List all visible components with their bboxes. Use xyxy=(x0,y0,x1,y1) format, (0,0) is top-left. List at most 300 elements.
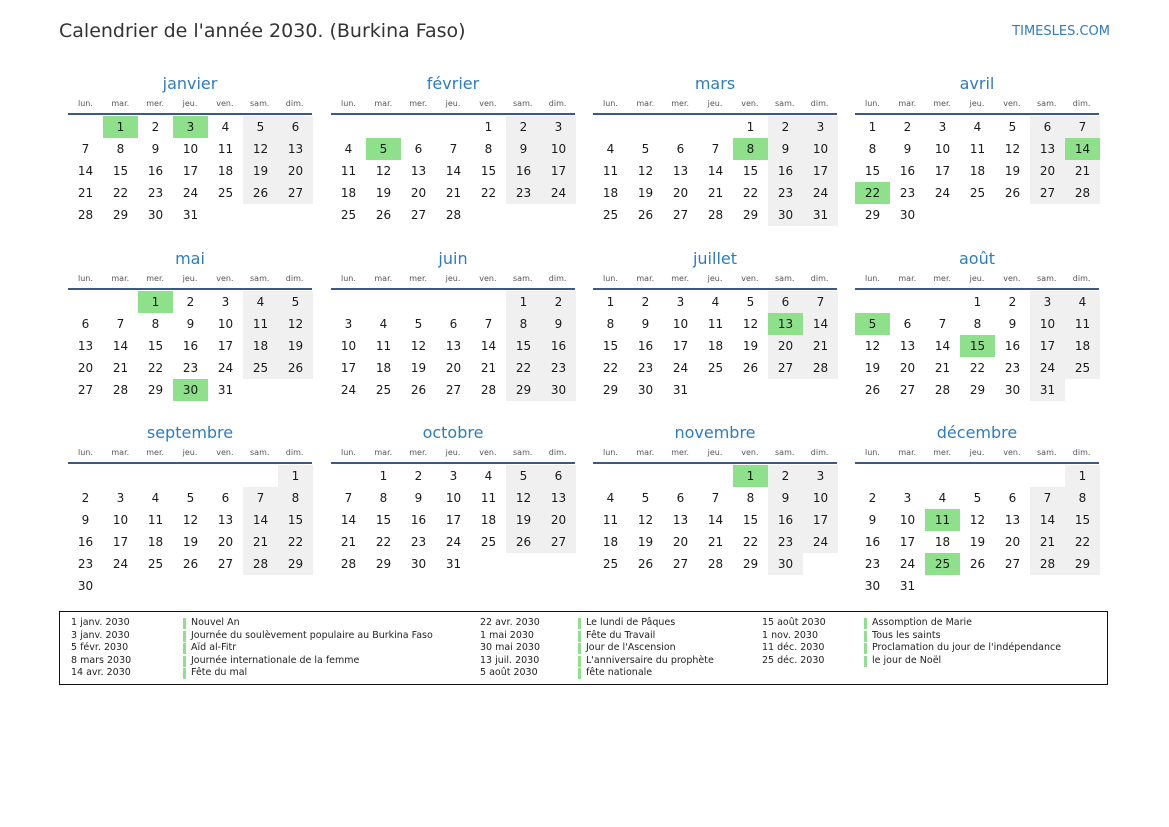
day-cell: 22 xyxy=(147,361,164,375)
day-cell: 8 xyxy=(868,142,877,156)
day-cell: 7 xyxy=(711,142,720,156)
day-cell: 14 xyxy=(77,164,94,178)
header-rule xyxy=(855,288,1099,290)
day-cell: 27 xyxy=(77,383,94,397)
day-cell: 22 xyxy=(1065,531,1100,553)
legend-holiday-name: Aïd al-Fitr xyxy=(191,642,237,653)
day-cell: 29 xyxy=(602,383,619,397)
header-rule xyxy=(331,113,575,115)
day-cell: 30 xyxy=(768,204,803,226)
day-cell: 11 xyxy=(340,164,357,178)
day-cell: 16 xyxy=(768,509,803,531)
day-cell: 1 xyxy=(868,120,877,134)
header-rule xyxy=(331,462,575,464)
day-cell: 29 xyxy=(969,383,986,397)
day-cell: 11 xyxy=(602,164,619,178)
empty-cell xyxy=(366,291,401,313)
day-cell: 3 xyxy=(344,317,353,331)
empty-cell xyxy=(925,465,960,487)
day-cell: 1 xyxy=(973,295,982,309)
day-cell: 2 xyxy=(768,116,803,138)
month-name: octobre xyxy=(422,423,484,442)
day-cell: 18 xyxy=(340,186,357,200)
day-cell: 24 xyxy=(803,531,838,553)
day-cell: 7 xyxy=(243,487,278,509)
day-cell: 2 xyxy=(868,491,877,505)
weekday-label: mer. xyxy=(671,274,690,283)
day-cell: 12 xyxy=(375,164,392,178)
day-cell: 24 xyxy=(899,557,916,571)
day-cell: 1 xyxy=(379,469,388,483)
weekday-label: sam. xyxy=(1037,274,1057,283)
legend-marker xyxy=(578,618,581,629)
day-cell: 6 xyxy=(414,142,423,156)
legend-holiday-name: Fête du mal xyxy=(191,667,248,678)
empty-cell xyxy=(401,116,436,138)
day-cell: 16 xyxy=(182,339,199,353)
day-cell: 20 xyxy=(899,361,916,375)
day-cell: 21 xyxy=(707,535,724,549)
day-grid xyxy=(331,465,575,575)
empty-cell xyxy=(436,116,471,138)
day-cell: 8 xyxy=(151,317,160,331)
day-cell: 16 xyxy=(864,535,881,549)
holiday-day-cell: 14 xyxy=(1065,138,1100,160)
page-title: Calendrier de l'année 2030. (Burkina Faso) xyxy=(59,20,466,42)
weekday-label: sam. xyxy=(1037,448,1057,457)
day-cell: 12 xyxy=(410,339,427,353)
day-cell: 10 xyxy=(112,513,129,527)
day-cell: 18 xyxy=(375,361,392,375)
day-cell: 13 xyxy=(1030,138,1065,160)
empty-cell xyxy=(960,465,995,487)
day-cell: 3 xyxy=(676,295,685,309)
empty-cell xyxy=(628,116,663,138)
day-cell: 3 xyxy=(1030,291,1065,313)
day-cell: 20 xyxy=(445,361,462,375)
legend-marker xyxy=(183,643,186,654)
day-cell: 7 xyxy=(1065,116,1100,138)
empty-cell xyxy=(855,465,890,487)
weekday-label: dim. xyxy=(1072,274,1091,283)
day-cell: 3 xyxy=(449,469,458,483)
day-cell: 24 xyxy=(803,182,838,204)
holiday-day-cell: 1 xyxy=(103,116,138,138)
day-cell: 13 xyxy=(278,138,313,160)
weekday-label: jeu. xyxy=(445,448,461,457)
day-cell: 24 xyxy=(1030,357,1065,379)
header-rule xyxy=(855,462,1099,464)
day-cell: 18 xyxy=(480,513,497,527)
weekday-label: mar. xyxy=(374,274,393,283)
weekday-label: mar. xyxy=(374,448,393,457)
holiday-day-cell: 5 xyxy=(366,138,401,160)
day-cell: 20 xyxy=(217,535,234,549)
legend-holiday-name: Tous les saints xyxy=(872,629,941,641)
day-cell: 5 xyxy=(414,317,423,331)
weekday-label: jeu. xyxy=(182,448,198,457)
day-cell: 23 xyxy=(77,557,94,571)
day-cell: 6 xyxy=(449,317,458,331)
day-cell: 4 xyxy=(606,491,615,505)
day-cell: 16 xyxy=(637,339,654,353)
legend-holiday-name: Journée internationale de la femme xyxy=(191,654,360,666)
day-cell: 12 xyxy=(278,313,313,335)
weekday-header xyxy=(855,271,1099,286)
legend-date: 15 août 2030 xyxy=(762,617,826,628)
day-cell: 17 xyxy=(672,339,689,353)
day-cell: 30 xyxy=(864,579,881,593)
day-cell: 19 xyxy=(506,509,541,531)
day-cell: 22 xyxy=(742,186,759,200)
day-grid xyxy=(855,116,1099,226)
legend-marker xyxy=(864,643,867,654)
site-link[interactable]: TIMESLES.COM xyxy=(1012,24,1110,39)
day-cell: 28 xyxy=(112,383,129,397)
day-cell: 18 xyxy=(602,186,619,200)
legend-holiday-name: fête nationale xyxy=(586,667,653,678)
month-block xyxy=(68,421,312,597)
legend-date: 8 mars 2030 xyxy=(71,654,132,666)
day-cell: 22 xyxy=(375,535,392,549)
day-cell: 8 xyxy=(746,491,755,505)
weekday-label: lun. xyxy=(77,274,93,283)
day-cell: 14 xyxy=(707,513,724,527)
day-cell: 13 xyxy=(672,164,689,178)
day-cell: 14 xyxy=(480,339,497,353)
month-name: août xyxy=(958,249,995,268)
day-cell: 29 xyxy=(147,383,164,397)
day-cell: 8 xyxy=(973,317,982,331)
weekday-label: jeu. xyxy=(182,274,198,283)
holiday-day-cell: 11 xyxy=(925,509,960,531)
day-cell: 28 xyxy=(480,383,497,397)
weekday-label: mer. xyxy=(671,99,690,108)
weekday-label: dim. xyxy=(548,274,567,283)
empty-cell xyxy=(68,291,103,313)
day-cell: 20 xyxy=(541,509,576,531)
weekday-label: dim. xyxy=(548,99,567,108)
legend-holiday-name: Journée du soulèvement populaire au Burkina Faso xyxy=(191,629,433,641)
day-cell: 15 xyxy=(278,509,313,531)
day-grid xyxy=(68,116,312,226)
day-cell: 20 xyxy=(672,186,689,200)
weekday-header xyxy=(593,271,837,286)
day-cell: 27 xyxy=(278,182,313,204)
day-cell: 5 xyxy=(506,465,541,487)
day-cell: 26 xyxy=(969,557,986,571)
day-cell: 6 xyxy=(676,491,685,505)
day-cell: 14 xyxy=(112,339,129,353)
weekday-label: ven. xyxy=(479,274,497,283)
day-cell: 16 xyxy=(147,164,164,178)
day-cell: 28 xyxy=(803,357,838,379)
day-cell: 31 xyxy=(899,579,916,593)
weekday-label: mar. xyxy=(636,274,655,283)
day-cell: 27 xyxy=(410,208,427,222)
header-rule xyxy=(331,288,575,290)
day-cell: 13 xyxy=(899,339,916,353)
weekday-header xyxy=(331,445,575,460)
day-cell: 26 xyxy=(864,383,881,397)
weekday-label: sam. xyxy=(513,448,533,457)
day-cell: 2 xyxy=(81,491,90,505)
weekday-label: ven. xyxy=(216,274,234,283)
day-cell: 15 xyxy=(506,335,541,357)
holiday-day-cell: 30 xyxy=(173,379,208,401)
weekday-label: sam. xyxy=(775,448,795,457)
day-cell: 17 xyxy=(217,339,234,353)
weekday-label: jeu. xyxy=(445,99,461,108)
weekday-header xyxy=(331,96,575,111)
day-cell: 12 xyxy=(969,513,986,527)
day-cell: 8 xyxy=(1065,487,1100,509)
empty-cell xyxy=(68,116,103,138)
month-block xyxy=(593,247,837,401)
day-cell: 4 xyxy=(711,295,720,309)
day-cell: 23 xyxy=(1004,361,1021,375)
day-cell: 15 xyxy=(1065,509,1100,531)
day-cell: 21 xyxy=(803,335,838,357)
day-cell: 20 xyxy=(1030,160,1065,182)
day-cell: 19 xyxy=(637,186,654,200)
legend-date: 11 déc. 2030 xyxy=(762,642,825,653)
day-cell: 29 xyxy=(278,553,313,575)
day-cell: 28 xyxy=(77,208,94,222)
weekday-label: sam. xyxy=(250,274,270,283)
weekday-label: lun. xyxy=(77,99,93,108)
day-cell: 19 xyxy=(742,339,759,353)
day-cell: 13 xyxy=(1004,513,1021,527)
empty-cell xyxy=(173,465,208,487)
day-cell: 25 xyxy=(707,361,724,375)
day-cell: 16 xyxy=(541,335,576,357)
day-cell: 28 xyxy=(707,557,724,571)
day-cell: 12 xyxy=(637,164,654,178)
day-cell: 23 xyxy=(637,361,654,375)
legend-marker xyxy=(183,656,186,667)
legend-marker xyxy=(864,656,867,667)
day-cell: 6 xyxy=(1030,116,1065,138)
day-cell: 16 xyxy=(768,160,803,182)
month-block xyxy=(68,72,312,226)
empty-cell xyxy=(401,291,436,313)
day-cell: 1 xyxy=(484,120,493,134)
day-cell: 17 xyxy=(112,535,129,549)
legend-date: 1 janv. 2030 xyxy=(71,617,130,628)
day-cell: 13 xyxy=(541,487,576,509)
day-cell: 3 xyxy=(903,491,912,505)
empty-cell xyxy=(103,465,138,487)
day-cell: 18 xyxy=(969,164,986,178)
empty-cell xyxy=(995,465,1030,487)
weekday-label: mar. xyxy=(898,448,917,457)
day-cell: 8 xyxy=(506,313,541,335)
weekday-label: jeu. xyxy=(969,99,985,108)
weekday-label: jeu. xyxy=(969,448,985,457)
empty-cell xyxy=(436,291,471,313)
day-cell: 8 xyxy=(116,142,125,156)
day-cell: 4 xyxy=(379,317,388,331)
day-cell: 25 xyxy=(480,535,497,549)
empty-cell xyxy=(890,465,925,487)
day-cell: 10 xyxy=(803,138,838,160)
day-cell: 26 xyxy=(506,531,541,553)
empty-cell xyxy=(698,116,733,138)
day-cell: 11 xyxy=(147,513,164,527)
day-cell: 18 xyxy=(147,535,164,549)
day-cell: 9 xyxy=(768,138,803,160)
day-cell: 30 xyxy=(410,557,427,571)
empty-cell xyxy=(243,465,278,487)
empty-cell xyxy=(138,465,173,487)
day-cell: 27 xyxy=(899,383,916,397)
day-cell: 25 xyxy=(375,383,392,397)
month-name: juin xyxy=(438,249,468,268)
header-rule xyxy=(855,113,1099,115)
day-cell: 23 xyxy=(864,557,881,571)
weekday-label: sam. xyxy=(513,99,533,108)
weekday-label: mer. xyxy=(409,99,428,108)
day-cell: 22 xyxy=(506,357,541,379)
day-cell: 20 xyxy=(410,186,427,200)
day-cell: 24 xyxy=(934,186,951,200)
day-cell: 23 xyxy=(410,535,427,549)
day-cell: 6 xyxy=(1008,491,1017,505)
day-cell: 31 xyxy=(1030,379,1065,401)
day-cell: 13 xyxy=(410,164,427,178)
empty-cell xyxy=(593,465,628,487)
day-cell: 27 xyxy=(672,557,689,571)
day-cell: 22 xyxy=(112,186,129,200)
day-cell: 1 xyxy=(746,120,755,134)
day-cell: 28 xyxy=(243,553,278,575)
day-cell: 24 xyxy=(445,535,462,549)
day-cell: 27 xyxy=(768,357,803,379)
weekday-label: dim. xyxy=(285,99,304,108)
day-cell: 6 xyxy=(676,142,685,156)
day-cell: 20 xyxy=(1004,535,1021,549)
day-cell: 25 xyxy=(340,208,357,222)
day-cell: 29 xyxy=(375,557,392,571)
weekday-label: mar. xyxy=(898,274,917,283)
day-cell: 6 xyxy=(278,116,313,138)
empty-cell xyxy=(208,465,243,487)
holiday-day-cell: 25 xyxy=(925,553,960,575)
day-cell: 24 xyxy=(217,361,234,375)
day-cell: 5 xyxy=(278,291,313,313)
day-cell: 22 xyxy=(278,531,313,553)
holiday-day-cell: 13 xyxy=(768,313,803,335)
day-cell: 3 xyxy=(803,116,838,138)
empty-cell xyxy=(471,291,506,313)
month-name: décembre xyxy=(936,423,1018,442)
day-cell: 30 xyxy=(899,208,916,222)
day-cell: 25 xyxy=(147,557,164,571)
weekday-label: lun. xyxy=(340,99,356,108)
weekday-label: sam. xyxy=(1037,99,1057,108)
day-cell: 31 xyxy=(182,208,199,222)
weekday-label: mer. xyxy=(146,274,165,283)
legend-date: 22 avr. 2030 xyxy=(480,617,540,628)
day-cell: 9 xyxy=(903,142,912,156)
day-cell: 27 xyxy=(445,383,462,397)
month-block xyxy=(593,72,837,226)
weekday-label: lun. xyxy=(602,274,618,283)
day-cell: 26 xyxy=(182,557,199,571)
legend-marker xyxy=(864,631,867,642)
day-cell: 18 xyxy=(707,339,724,353)
day-cell: 12 xyxy=(1004,142,1021,156)
day-cell: 5 xyxy=(641,142,650,156)
day-cell: 7 xyxy=(344,491,353,505)
day-cell: 4 xyxy=(221,120,230,134)
header-rule xyxy=(593,113,837,115)
day-cell: 5 xyxy=(641,491,650,505)
weekday-label: dim. xyxy=(1072,99,1091,108)
day-cell: 2 xyxy=(414,469,423,483)
holiday-day-cell: 15 xyxy=(960,335,995,357)
legend-holiday-name: le jour de Noël xyxy=(872,654,942,666)
day-cell: 16 xyxy=(77,535,94,549)
weekday-label: dim. xyxy=(1072,448,1091,457)
day-cell: 21 xyxy=(340,535,357,549)
day-cell: 8 xyxy=(606,317,615,331)
weekday-label: dim. xyxy=(810,274,829,283)
legend-marker xyxy=(183,618,186,629)
day-cell: 9 xyxy=(414,491,423,505)
empty-cell xyxy=(628,465,663,487)
day-cell: 6 xyxy=(81,317,90,331)
day-cell: 17 xyxy=(899,535,916,549)
weekday-label: mar. xyxy=(636,448,655,457)
day-cell: 7 xyxy=(81,142,90,156)
day-cell: 2 xyxy=(1008,295,1017,309)
weekday-label: lun. xyxy=(602,99,618,108)
weekday-label: mar. xyxy=(111,274,130,283)
weekday-label: mar. xyxy=(111,99,130,108)
weekday-label: jeu. xyxy=(969,274,985,283)
weekday-label: dim. xyxy=(285,274,304,283)
day-cell: 21 xyxy=(1030,531,1065,553)
day-cell: 26 xyxy=(410,383,427,397)
day-cell: 7 xyxy=(1030,487,1065,509)
day-cell: 31 xyxy=(445,557,462,571)
day-cell: 18 xyxy=(934,535,951,549)
weekday-label: lun. xyxy=(340,448,356,457)
legend-date: 5 août 2030 xyxy=(480,667,538,678)
day-cell: 30 xyxy=(77,579,94,593)
month-name: avril xyxy=(959,74,995,93)
day-cell: 24 xyxy=(541,182,576,204)
month-block xyxy=(855,421,1099,597)
day-cell: 10 xyxy=(541,138,576,160)
day-cell: 27 xyxy=(1030,182,1065,204)
day-cell: 23 xyxy=(182,361,199,375)
day-cell: 24 xyxy=(340,383,357,397)
day-cell: 24 xyxy=(112,557,129,571)
day-cell: 11 xyxy=(602,513,619,527)
day-cell: 26 xyxy=(278,357,313,379)
day-grid xyxy=(855,465,1099,597)
weekday-label: ven. xyxy=(479,99,497,108)
day-cell: 18 xyxy=(602,535,619,549)
weekday-label: jeu. xyxy=(707,99,723,108)
day-cell: 19 xyxy=(375,186,392,200)
weekday-label: ven. xyxy=(1003,274,1021,283)
month-block xyxy=(68,247,312,401)
day-cell: 4 xyxy=(484,469,493,483)
